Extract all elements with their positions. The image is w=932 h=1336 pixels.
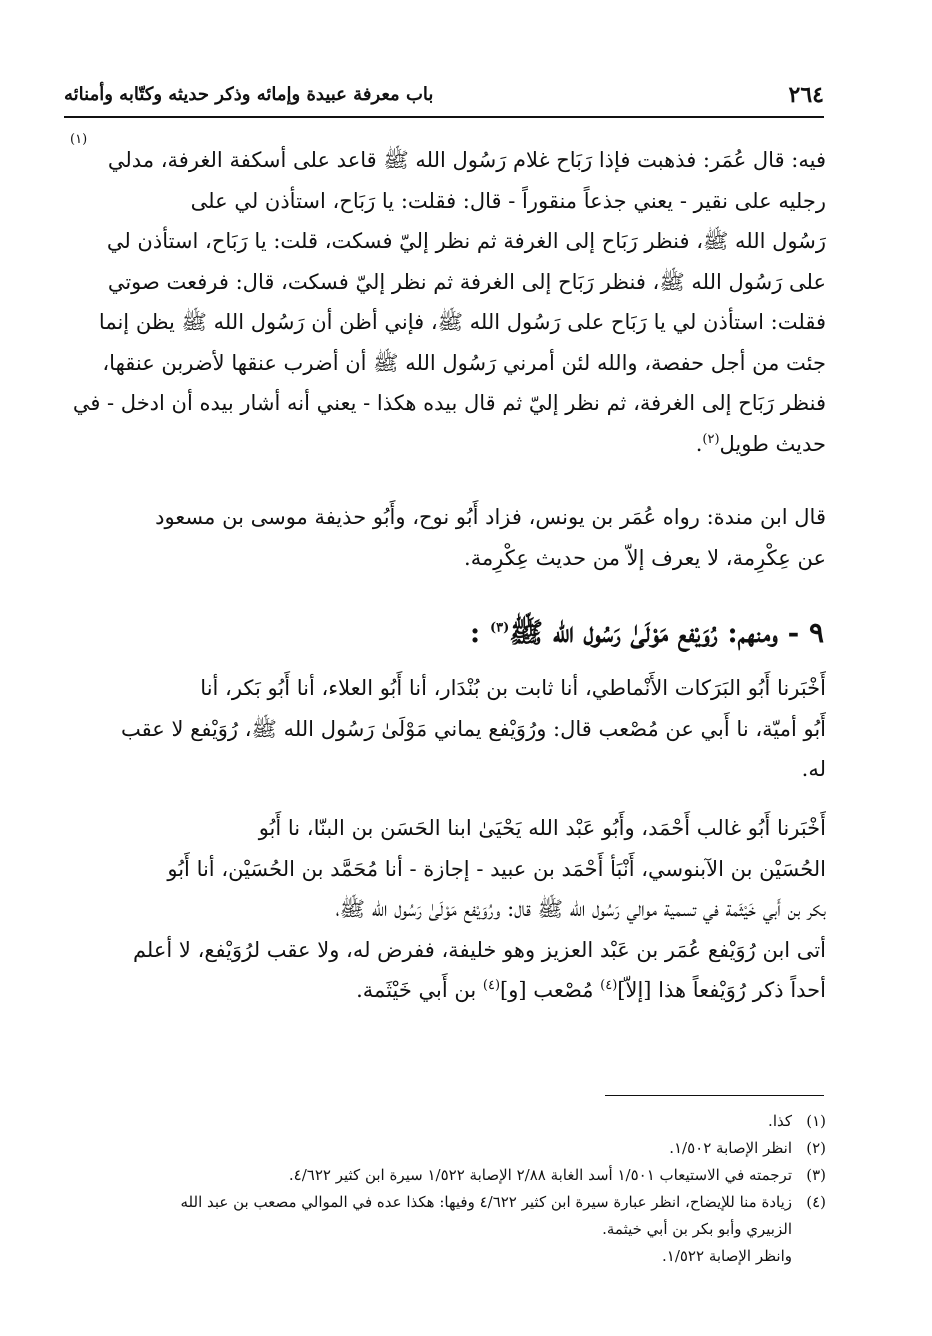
footnote-number: (٤) [806, 1193, 826, 1211]
footnote-continuation: وانظر الإصابة ١/٥٢٢. [661, 1247, 792, 1265]
footnote-number: (٢) [806, 1139, 826, 1157]
text-line: أتى ابن رُوَيْفع عُمَر بن عَبْد العزيز وهو خليفة، ففرض له، ولا عقب لرُوَيْفع، لا أعلم [132, 937, 826, 962]
page-header [64, 76, 824, 118]
text-fragment: أحداً ذكر رُوَيْفعاً هذا [إلاّ] [617, 978, 826, 1002]
paragraph-isnad-2 [64, 808, 826, 1011]
text-line-last [64, 970, 826, 1011]
text-line: أَخْبَرنا أَبُو غالب أَحْمَد، وأَبُو عَبْد الله يَحْيَىٰ ابنا الحَسَن بن البنّا، نا أَبُو [258, 816, 826, 840]
text-line: على رَسُول الله ﷺ، فنظر رَبَاح إلى الغرفة ثم نظر إليّ فسكت، قال: فرفعت صوتي [107, 269, 826, 294]
heading-text: ٩ - ومنهم: رُوَيْفع مَوْلَىٰ رَسُول الله ﷺ [509, 616, 824, 649]
section-heading: ٩ - ومنهم: رُوَيْفع مَوْلَىٰ رَسُول الله ﷺ$^{(٣)}$ : [469, 616, 824, 649]
text-line: أَخْبَرنا أَبُو البَرَكات الأَنْماطي، أنا ثابت بن بُنْدَار، أنا أَبُو العلاء، أنا أَبُو بَكر، أنا [200, 676, 826, 700]
footnote-2 [64, 1137, 826, 1159]
text-line: أَبُو أميّة، نا أَبي عن مُصْعب قال: ورُوَيْفع يماني مَوْلَىٰ رَسُول الله ﷺ، رُوَيْفع لا عقب [121, 716, 826, 741]
text-line: فقلت: استأذن لي يا رَبَاح على رَسُول الله ﷺ، فإني أظن أن رَسُول الله ﷺ يظن إنما [98, 310, 826, 334]
text-line: رجليه على نقير - يعني جذعاً منقوراً - قال: فقلت: يا رَبَاح، استأذن لي على [190, 188, 826, 213]
footnote-separator [605, 1095, 824, 1096]
footnote-number: (١) [806, 1112, 826, 1130]
text-line: بكر بن أَبي خَيْثَمة في تسمية موالي رَسُول الله ﷺ قال: ورُوَيْفع مَوْلَىٰ رَسُول الله ﷺ، [335, 897, 826, 921]
text-line: فيه: قال عُمَر: فذهبت فإذا رَبَاح غلام رَسُول الله ﷺ قاعد على أسكفة الغرفة، مدلي [107, 148, 826, 172]
running-title: باب معرفة عبيدة وإمائه وذكر حديثه وكتّابه وأمنائه [64, 84, 434, 105]
text-line-last: حديث طويل$^{(٢)}$. [695, 431, 826, 456]
paragraph-hadith [64, 140, 826, 464]
text-line: الحُسَيْن بن الآبنوسي، أَنْبَأ أَحْمَد بن عبيد - إجازة - أنا مُحَمَّد بن الحُسَيْن، أنا أَبُو [167, 856, 826, 881]
footnote-ref: (٣) [490, 620, 510, 636]
text-fragment: حديث طويل [719, 431, 826, 456]
footnote-3 [64, 1164, 826, 1186]
footnote-text: كذا. [768, 1112, 792, 1130]
text-fragment: مُصْعب [و] [500, 978, 601, 1002]
footnote-ref: (٤) [600, 978, 618, 993]
footnote-text: زيادة منا للإيضاح، انظر عبارة سيرة ابن كثير ٤/٦٢٢ وفيها: هكذا عده في الموالي مصعب بن عبد الله [180, 1193, 792, 1211]
paragraph-ibn-manda [64, 497, 826, 578]
footnote-ref: (٤) [482, 978, 501, 993]
text-line: جئت من أجل حفصة، والله لئن أمرني رَسُول الله ﷺ أن أضرب عنقها لأضربن عنقها، [102, 350, 826, 375]
page-number: ٢٦٤ [788, 82, 824, 108]
footnote-1 [64, 1110, 826, 1132]
footnote-number: (٣) [806, 1166, 826, 1184]
footnote-ref: (٢) [702, 431, 720, 447]
text-line: رَسُول الله ﷺ، فنظر رَبَاح إلى الغرفة ثم نظر إليّ فسكت، قلت: يا رَبَاح، استأذن لي [106, 229, 826, 253]
text-line: فنظر رَبَاح إلى الغرفة، ثم نظر إليّ ثم قال بيده هكذا - يعني أنه أشار بيده أن ادخل - في [72, 391, 826, 415]
text-line: له. [801, 757, 826, 781]
text-line: عن عِكْرِمة، لا يعرف إلاّ من حديث عِكْرِمة. [464, 545, 826, 570]
text-line: قال ابن مندة: رواه عُمَر بن يونس، فزاد أَبُو نوح، وأَبُو حذيفة موسى بن مسعود [155, 505, 826, 529]
footnote-4 [64, 1191, 826, 1267]
paragraph-isnad-1 [64, 668, 826, 790]
text-fragment: بن أَبي خَيْثَمة. [356, 978, 483, 1002]
footnote-ref: (١) [70, 132, 88, 147]
footnote-text: انظر الإصابة ١/٥٠٢. [669, 1139, 792, 1157]
footnotes [64, 1110, 826, 1267]
footnote-continuation: الزبيري وأبو بكر بن أبي خيثمة. [602, 1220, 792, 1238]
footnote-text: ترجمته في الاستيعاب ١/٥٠١ أسد الغابة ٢/٨٨ الإصابة ١/٥٢٢ سيرة ابن كثير ٤/٦٢٢. [288, 1166, 792, 1184]
